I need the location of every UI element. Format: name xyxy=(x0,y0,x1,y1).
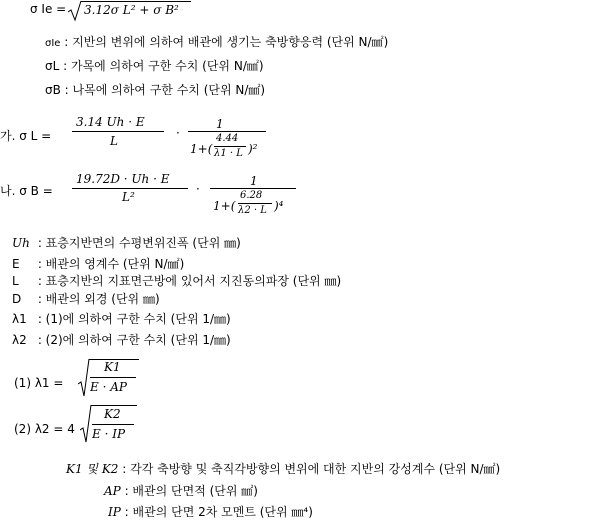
eq-ga-den2-frac-den: λ1 · L xyxy=(214,148,243,159)
sqrt-sign-icon xyxy=(78,358,90,398)
var-l xyxy=(12,272,341,289)
var-symbol: Uh xyxy=(12,236,30,250)
var-lambda1 xyxy=(12,310,231,327)
def-k1k2-symbol: K1 및 K2 xyxy=(66,462,119,476)
var-text: : 표층지반의 지표면근방에 있어서 지진동의파장 (단위 ㎜) xyxy=(37,274,342,288)
eq-main-radicand: 3.12σ L² + σ B² xyxy=(84,3,179,17)
var-d xyxy=(12,290,160,307)
eq-ga-den2-frac-num: 4.44 xyxy=(216,133,239,144)
def-k1k2 xyxy=(66,460,500,477)
eq-na-den2-frac-den: λ2 · L xyxy=(238,205,267,216)
eq-ga-num1: 3.14 Uh · E xyxy=(76,115,145,129)
eq-1-num: K1 xyxy=(104,360,121,374)
def-ap xyxy=(104,482,258,499)
sqrt-sign-icon xyxy=(68,0,82,22)
eq-1-prefix: (1) λ1 = xyxy=(14,376,64,390)
var-e xyxy=(12,255,184,272)
def-ie-text: : 지반의 변위에 의하여 배관에 생기는 축방향응력 (단위 N/㎟) xyxy=(64,35,389,49)
eq-na-dot: · xyxy=(196,182,200,196)
def-b-symbol: σB xyxy=(45,83,61,97)
var-text: : 배관의 외경 (단위 ㎜) xyxy=(37,292,160,306)
var-text: : 표층지반면의 수평변위진폭 (단위 ㎜) xyxy=(37,236,241,250)
eq-na-den2-frac-num: 6.28 xyxy=(240,190,263,201)
def-ie-symbol: σIe xyxy=(45,38,61,49)
var-text: : (2)에 의하여 구한 수치 (단위 1/㎜) xyxy=(37,333,231,347)
var-uh xyxy=(12,234,241,251)
eq-na-prefix: 나. σ B = xyxy=(0,184,53,198)
def-l-text: : 가목에 의하여 구한 수치 (단위 N/㎟) xyxy=(63,59,264,73)
var-symbol: D xyxy=(12,292,22,306)
var-symbol: E xyxy=(12,257,20,271)
eq-ga-dot: · xyxy=(176,126,180,140)
eq-ga-prefix: 가. σ L = xyxy=(0,129,52,143)
def-l xyxy=(45,57,264,74)
eq-main-lhs: σ Ie = xyxy=(30,2,67,16)
eq-na-den2-post: )⁴ xyxy=(274,199,284,213)
def-l-symbol: σL xyxy=(45,59,60,73)
eq-na-num2: 1 xyxy=(250,174,258,188)
def-b-text: : 나목에 의하여 구한 수치 (단위 N/㎟) xyxy=(64,83,266,97)
eq-ga-den1: L xyxy=(110,134,118,148)
eq-na-den2-pre: 1+( xyxy=(213,199,236,213)
def-k1k2-text: : 각각 축방향 및 축직각방향의 변위에 대한 지반의 강성계수 (단위 N/㎟) xyxy=(122,462,501,476)
eq-na-num1: 19.72D · Uh · E xyxy=(76,172,170,186)
def-ie xyxy=(45,33,388,50)
def-ip xyxy=(108,503,313,520)
var-symbol: L xyxy=(12,274,19,288)
var-text: : 배관의 영계수 (단위 N/㎟) xyxy=(37,257,185,271)
var-symbol: λ1 xyxy=(12,312,27,326)
var-symbol: λ2 xyxy=(12,333,27,347)
eq-na-den1: L² xyxy=(122,190,135,204)
eq-ga-num2: 1 xyxy=(216,117,224,131)
eq-ga-den2-pre: 1+( xyxy=(190,142,213,156)
def-ap-symbol: AP xyxy=(104,484,121,498)
var-lambda2 xyxy=(12,331,231,348)
eq-2-den: E · IP xyxy=(92,427,126,441)
eq-1-den: E · AP xyxy=(90,380,127,394)
def-ip-symbol: IP xyxy=(108,505,121,519)
var-text: : (1)에 의하여 구한 수치 (단위 1/㎜) xyxy=(37,312,231,326)
eq-ga-den2-post: )² xyxy=(248,142,258,156)
def-ap-text: : 배관의 단면적 (단위 ㎟) xyxy=(124,484,258,498)
sqrt-sign-icon xyxy=(80,404,92,444)
eq-2-num: K2 xyxy=(104,407,121,421)
eq-2-prefix: (2) λ2 = 4 xyxy=(14,422,75,436)
def-b xyxy=(45,81,265,98)
def-ip-text: : 배관의 단면 2차 모멘트 (단위 ㎜⁴) xyxy=(124,505,313,519)
